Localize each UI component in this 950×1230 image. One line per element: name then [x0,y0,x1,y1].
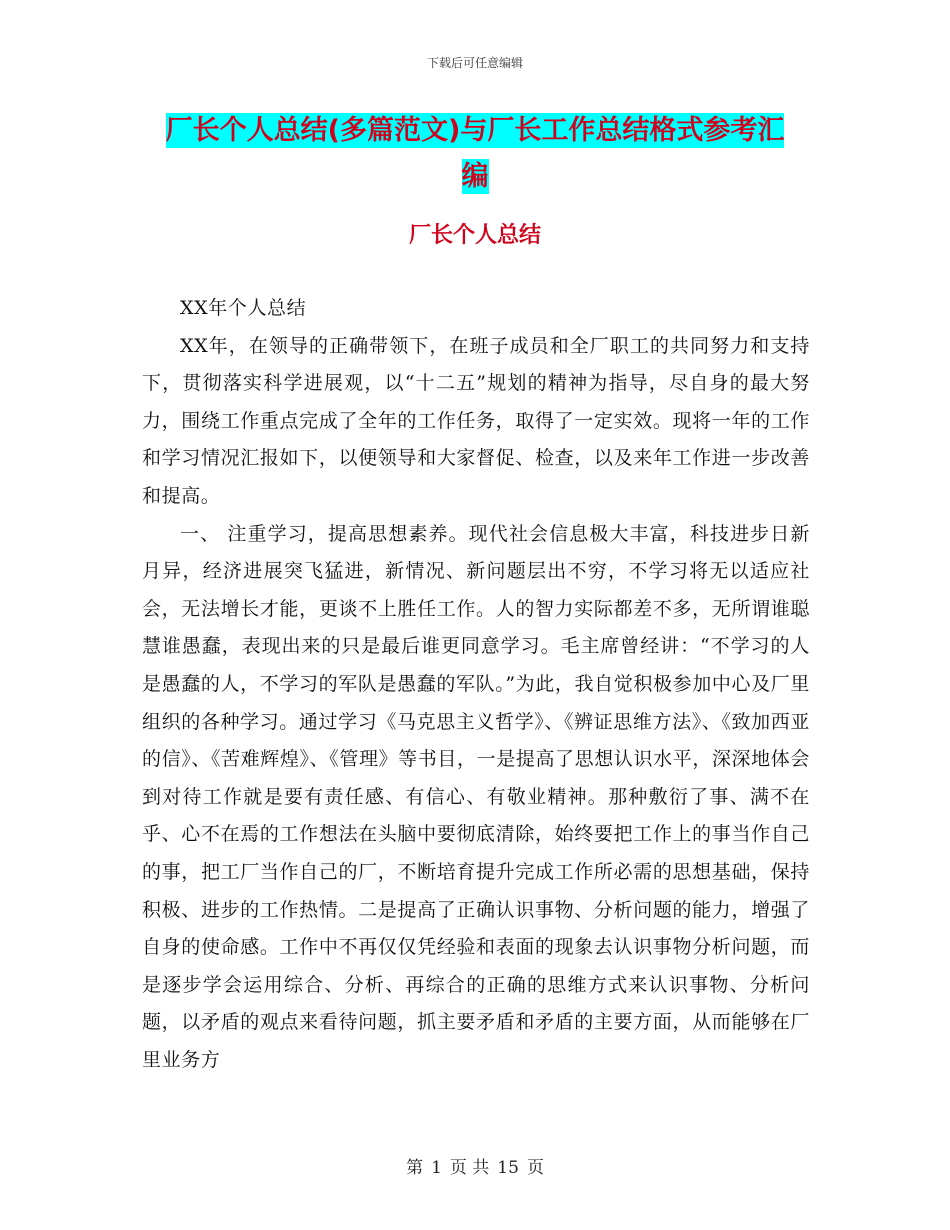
total-pages: 15 [497,1158,519,1178]
page-number: 1 [431,1158,442,1178]
document-title-line2: 编 [461,161,489,192]
paragraph-intro: XX年，在领导的正确带领下，在班子成员和全厂职工的共同努力和支持下，贯彻落实科学进展观，以“十二五”规划的精神为指导，尽自身的最大努力，围绕工作重点完成了全年的工作任务，取得了一定实效。现将一年的工作和学习情况汇报如下，以便领导和大家督促、检查，以及来年工作进一步改善和提高。 [142,334,810,507]
section-title: 厂长个人总结 [408,223,541,248]
paragraph-subtitle: XX年个人总结 [180,297,307,319]
document-title-line1: 厂长个人总结(多篇范文)与厂长工作总结格式参考汇 [165,115,785,146]
footer-label-page: 第 [406,1158,424,1178]
document-title [140,108,810,200]
page-footer [0,1153,950,1178]
header-note: 下载后可任意编辑 [426,56,523,70]
footer-label-of: 页 共 [449,1158,490,1178]
footer-label-end: 页 [526,1158,544,1178]
paragraph-section-one: 一、 注重学习，提高思想素养。现代社会信息极大丰富，科技进步日新月异，经济进展突飞猛进，新情况、新问题层出不穷，不学习将无以适应社会，无法增长才能，更谈不上胜任工作。人的智力实际都差不多，无所谓谁聪慧谁愚蠢，表现出来的只是最后谁更同意学习。毛主席曾经讲：“不学习的人是愚蠢的人，不学习的军队是愚蠢的军队。”为此，我自觉积极参加中心及厂里组织的各种学习。通过学习《马克思主义哲学》、《辨证思维方法》、《致加西亚的信》、《苦难辉煌》、《管理》等书目，一是提高了思想认识水平，深深地体会到对待工作就是要有责任感、有信心、有敬业精神。那种敷衍了事、满不在乎、心不在焉的工作想法在头脑中要彻底清除，始终要把工作上的事当作自己的事，把工厂当作自己的厂，不断培育提升完成工作所必需的思想基础，保持积极、进步的工作热情。二是提高了正确认识事物、分析问题的能力，增强了自身的使命感。工作中不再仅仅凭经验和表面的现象去认识事物分析问题，而是逐步学会运用综合、分析、再综合的正确的思维方式来认识事物、分析问题，以矛盾的观点来看待问题，抓主要矛盾和矛盾的主要方面，从而能够在厂里业务方 [142,522,810,1071]
document-body [142,290,810,1079]
